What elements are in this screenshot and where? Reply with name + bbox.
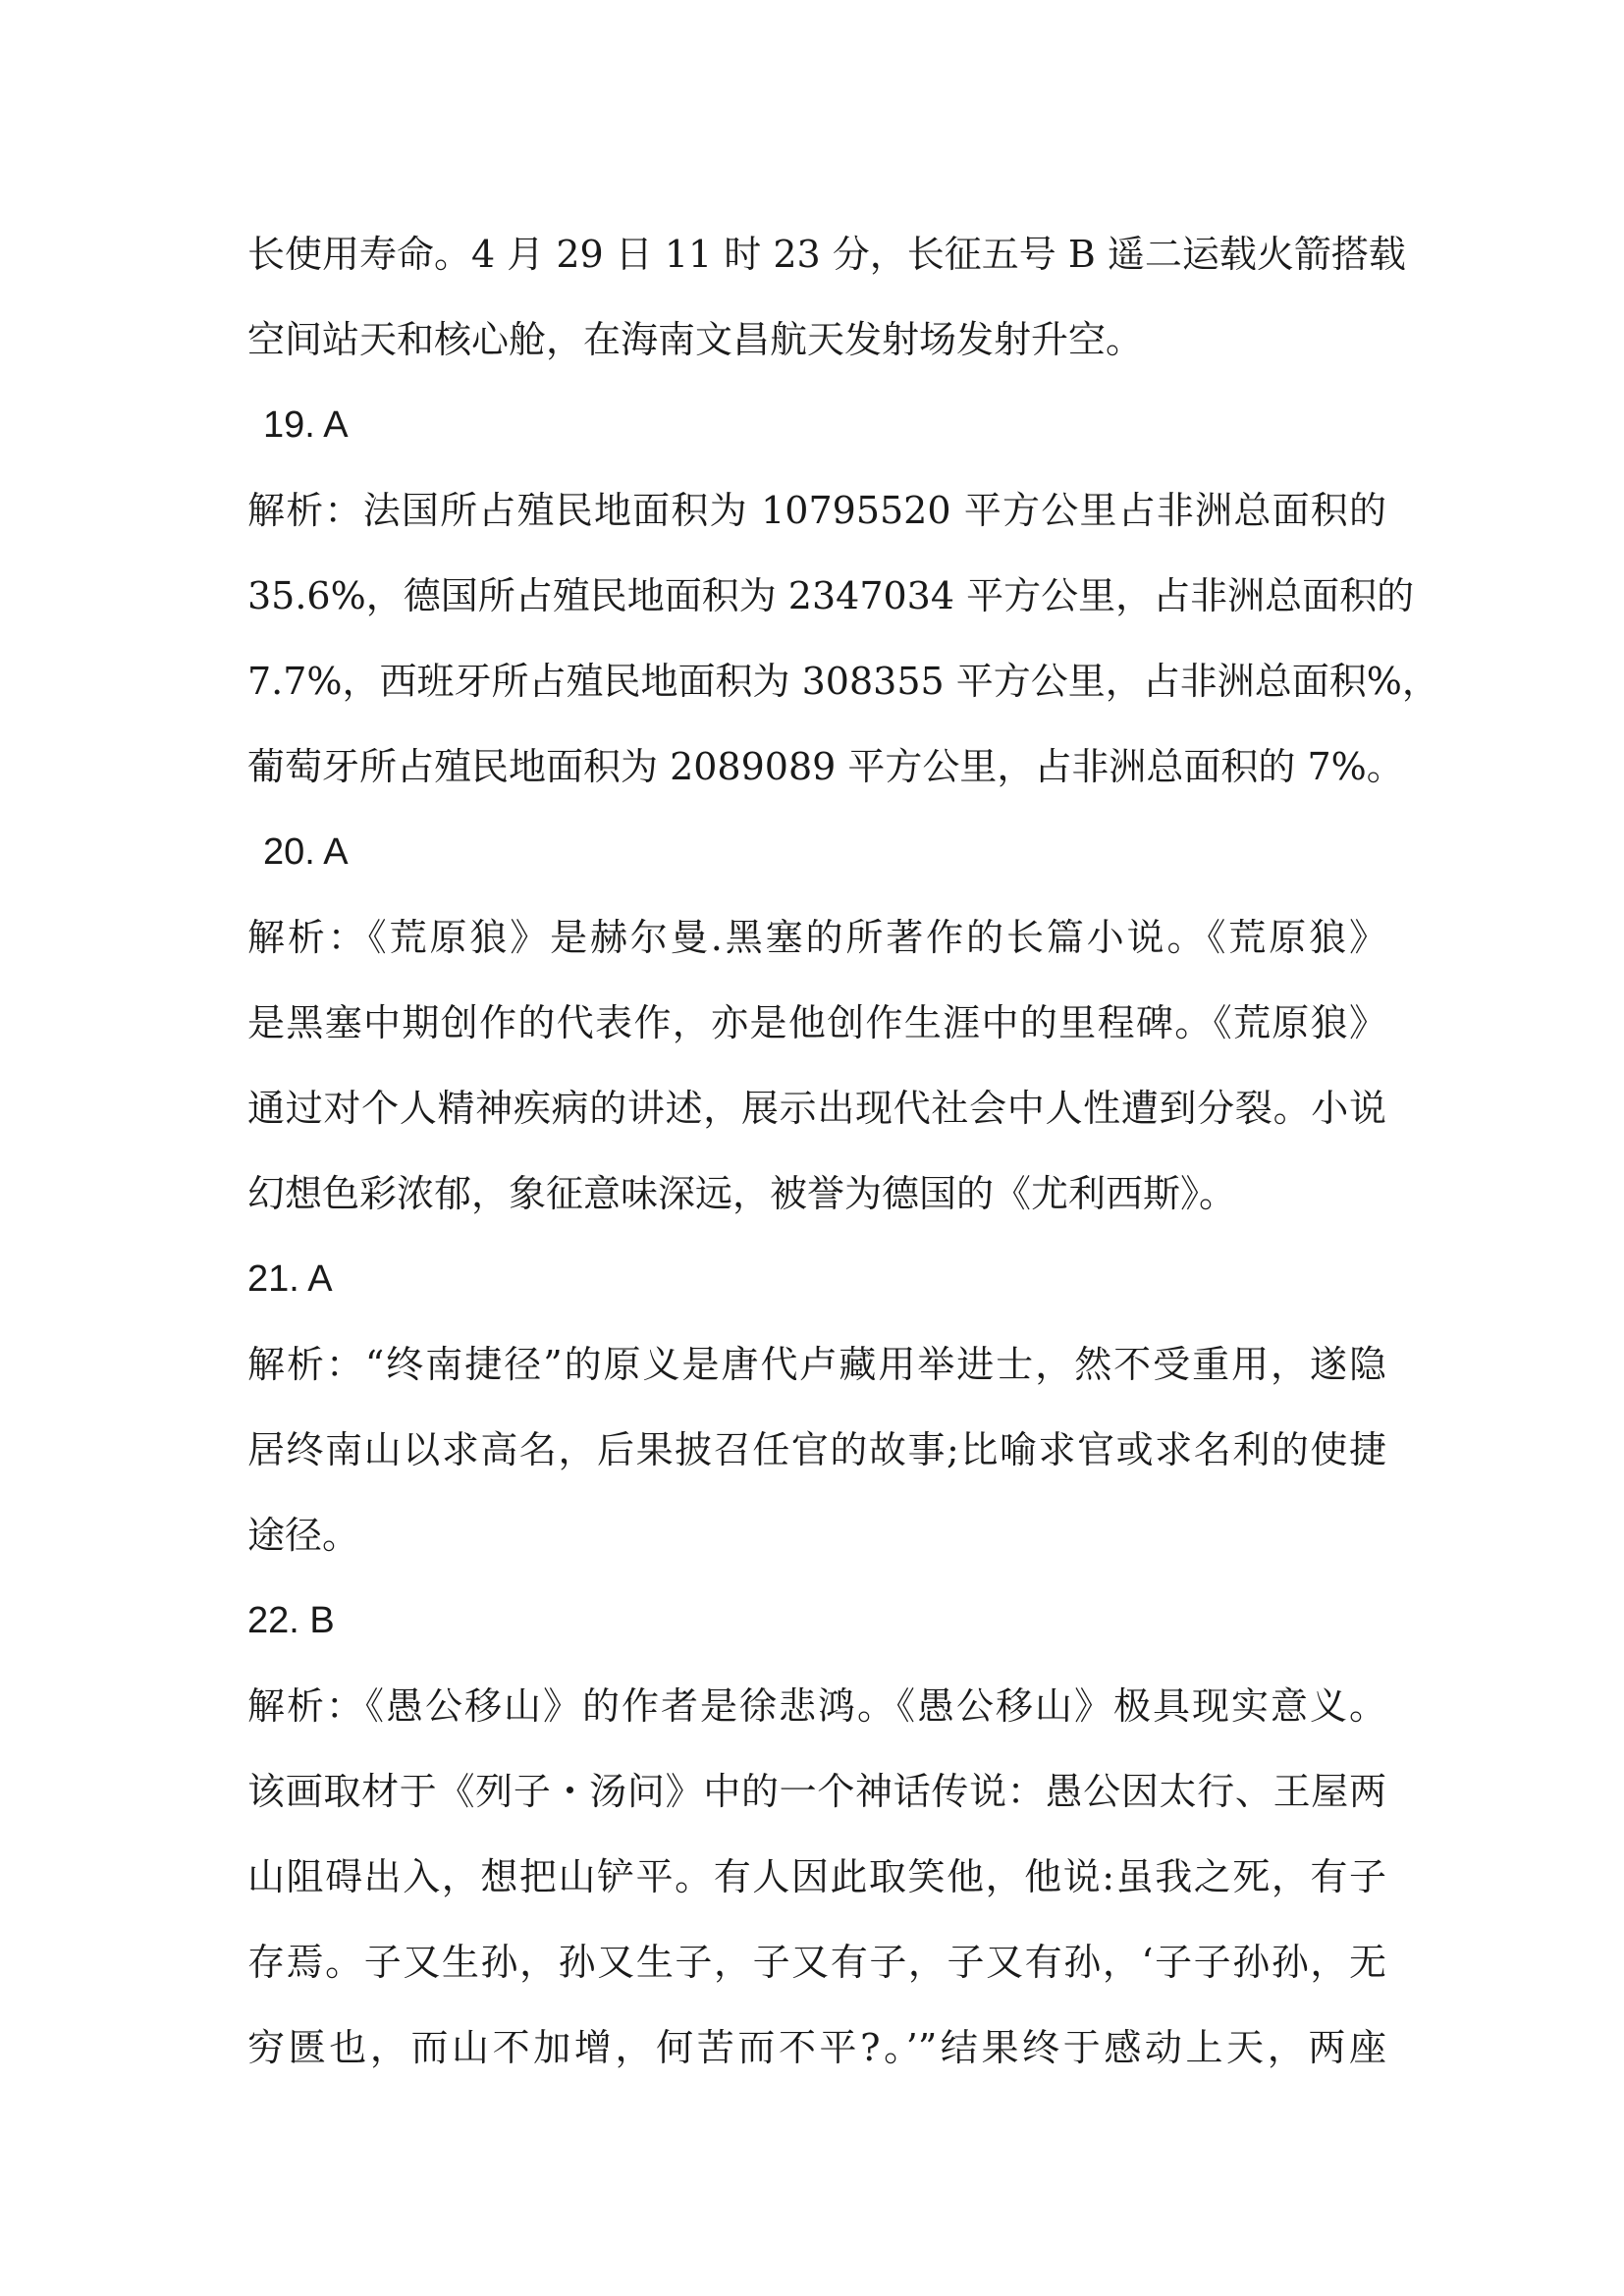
text-line-q20-e2: 是黑塞中期创作的代表作，亦是他创作生涯中的里程碑。《荒原狼》 bbox=[247, 1001, 1386, 1044]
document-body bbox=[247, 212, 1439, 2091]
text-line-q19-e1: 解析：法国所占殖民地面积为 10795520 平方公里占非洲总面积的 bbox=[247, 489, 1386, 532]
text-line-q22-e1: 解析：《愚公移山》的作者是徐悲鸿。《愚公移山》极具现实意义。 bbox=[247, 1684, 1386, 1728]
text-line-q20-e1: 解析：《荒原狼》是赫尔曼.黑塞的所著作的长篇小说。《荒原狼》 bbox=[247, 916, 1386, 959]
text-line-q22-e5: 穷匮也，而山不加增，何苦而不平?。’”结果终于感动上天，两座 bbox=[247, 2026, 1386, 2069]
text-line-q21-e3: 途径。 bbox=[247, 1514, 360, 1557]
text-line-q19-e4: 葡萄牙所占殖民地面积为 2089089 平方公里，占非洲总面积的 7%。 bbox=[247, 745, 1404, 788]
text-line-q20-e3: 通过对个人精神疾病的讲述，展示出现代社会中人性遭到分裂。小说 bbox=[247, 1087, 1386, 1130]
text-line-q19-e2: 35.6%，德国所占殖民地面积为 2347034 平方公里，占非洲总面积的 bbox=[247, 574, 1415, 617]
answer-label-q19: 19. A bbox=[263, 404, 349, 446]
text-line-intro-2: 空间站天和核心舱，在海南文昌航天发射场发射升空。 bbox=[247, 318, 1144, 361]
text-line-q22-e4: 存焉。子又生孙，孙又生子，子又有子，子又有孙，‘子子孙孙，无 bbox=[247, 1941, 1386, 1984]
answer-label-q21: 21. A bbox=[247, 1258, 333, 1300]
answer-label-q22: 22. B bbox=[247, 1600, 335, 1641]
text-line-q21-e1: 解析：“终南捷径”的原义是唐代卢藏用举进士，然不受重用，遂隐 bbox=[247, 1343, 1386, 1386]
text-line-q21-e2: 居终南山以求高名，后果披召任官的故事;比喻求官或求名利的使捷 bbox=[247, 1428, 1386, 1471]
text-line-q22-e3: 山阻碍出入，想把山铲平。有人因此取笑他，他说:虽我之死，有子 bbox=[247, 1855, 1386, 1898]
text-line-intro-1: 长使用寿命。4 月 29 日 11 时 23 分，长征五号 B 遥二运载火箭搭载 bbox=[247, 233, 1406, 276]
text-line-q20-e4: 幻想色彩浓郁，象征意味深远，被誉为德国的《尤利西斯》。 bbox=[247, 1172, 1237, 1215]
text-line-q22-e2: 该画取材于《列子・汤问》中的一个神话传说：愚公因太行、王屋两 bbox=[247, 1770, 1386, 1813]
answer-label-q20: 20. A bbox=[263, 831, 349, 873]
text-line-q19-e3: 7.7%，西班牙所占殖民地面积为 308355 平方公里，占非洲总面积%， bbox=[247, 660, 1439, 703]
